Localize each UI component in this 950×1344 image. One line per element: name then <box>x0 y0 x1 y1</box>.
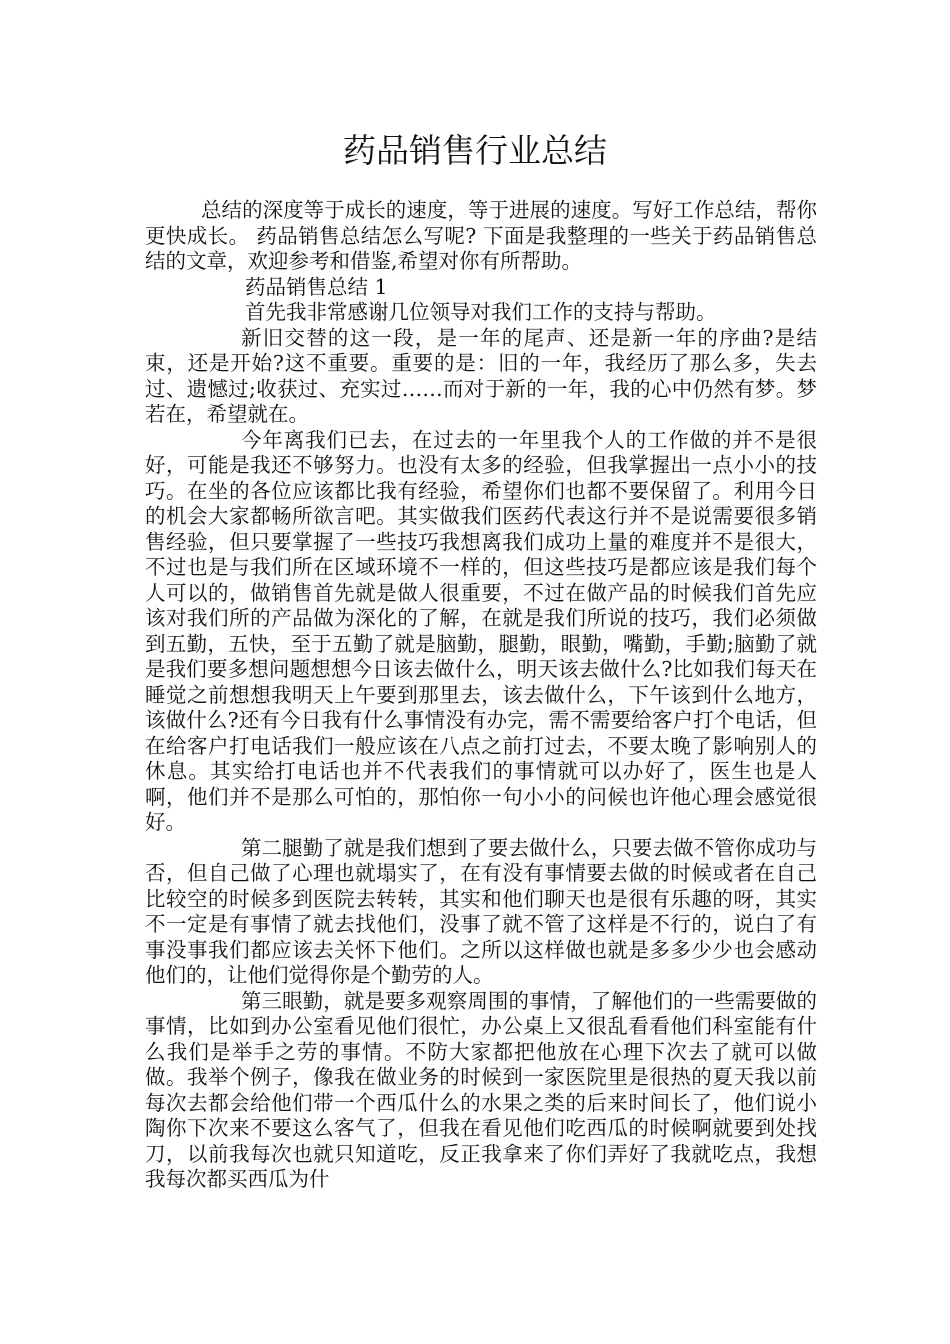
body-paragraph-1: 新旧交替的这一段，是一年的尾声、还是新一年的序曲?是结束，还是开始?这不重要。重要的是：旧的一年，我经历了那么多，失去过、遗憾过;收获过、充实过……而对于新的一年，我的心中仍然有梦。梦若在，希望就在。 <box>145 325 817 426</box>
section-heading: 药品销售总结 1 <box>245 274 388 299</box>
body-paragraph-4: 第三眼勤，就是要多观察周围的事情，了解他们的一些需要做的事情，比如到办公室看见他们很忙，办公桌上又很乱看看他们科室能有什么我们是举手之劳的事情。不防大家都把他放在心理下次去了就可以做做。我举个例子，像我在做业务的时候到一家医院里是很热的夏天我以前每次去都会给他们带一个西瓜什么的水果之类的后来时间长了，他们说小陶你下次来不要这么客气了，但我在看见他们吃西瓜的时候啊就要到处找刀，以前我每次也就只知道吃，反正我拿来了你们弄好了我就吃点，我想我每次都买西瓜为什 <box>145 988 817 1191</box>
document-body <box>145 198 817 1193</box>
intro-paragraph: 总结的深度等于成长的速度，等于进展的速度。写好工作总结，帮你更快成长。 药品销售总结怎么写呢? 下面是我整理的一些关于药品销售总结的文章，欢迎参考和借鉴,希望对你有所帮助。 <box>145 198 817 273</box>
body-paragraph-2: 今年离我们已去，在过去的一年里我个人的工作做的并不是很好，可能是我还不够努力。也没有太多的经验，但我掌握出一点小小的技巧。在坐的各位应该都比我有经验，希望你们也都不要保留了。利用今日的机会大家都畅所欲言吧。其实做我们医药代表这行并不是说需要很多销售经验，但只要掌握了一些技巧我想离我们成功上量的难度并不是很大，不过也是与我们所在区域环境不一样的，但这些技巧是都应该是我们每个人可以的，做销售首先就是做人很重要，不过在做产品的时候我们首先应该对我们所的产品做为深化的了解，在就是我们所说的技巧，我们必须做到五勤，五快，至于五勤了就是脑勤，腿勤，眼勤，嘴勤，手勤;脑勤了就是我们要多想问题想想今日该去做什么，明天该去做什么?比如我们每天在睡觉之前想想我明天上午要到那里去，该去做什么，下午该到什么地方，该做什么?还有今日我有什么事情没有办完，需不需要给客户打个电话，但在给客户打电话我们一般应该在八点之前打过去，不要太晚了影响别人的休息。其实给打电话也并不代表我们的事情就可以办好了，医生也是人啊，他们并不是那么可怕的，那怕你一句小小的问候也许他心理会感觉很好。 <box>145 427 817 834</box>
document-title: 药品销售行业总结 <box>343 131 607 170</box>
body-paragraph-3: 第二腿勤了就是我们想到了要去做什么，只要去做不管你成功与否，但自己做了心理也就塌实了，在有没有事情要去做的时候或者在自己比较空的时候多到医院去转转，其实和他们聊天也是很有乐趣的呀，其实不一定是有事情了就去找他们，没事了就不管了这样是不行的，说白了有事没事我们都应该去关怀下他们。之所以这样做也就是多多少少也会感动他们的，让他们觉得你是个勤劳的人。 <box>145 835 817 987</box>
thanks-paragraph: 首先我非常感谢几位领导对我们工作的支持与帮助。 <box>245 300 717 324</box>
